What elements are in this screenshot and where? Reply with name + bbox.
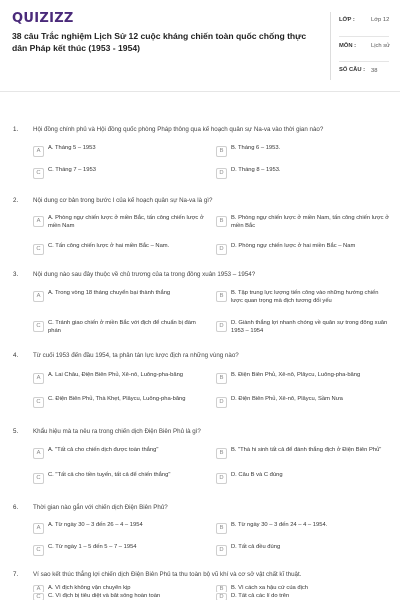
option-c[interactable] bbox=[33, 319, 209, 338]
option-c[interactable] bbox=[33, 395, 209, 414]
option-text: D. Điện Biên Phủ, Xê-nô, Plâycu, Sầm Nưa bbox=[231, 396, 343, 402]
option-text: A. Lai Châu, Điện Biên Phủ, Xê-nô, Luông-pha-băng bbox=[48, 372, 184, 378]
option-b[interactable] bbox=[216, 446, 392, 465]
meta-divider bbox=[339, 36, 389, 37]
option-text: B. Vì cách xa hậu cứ của địch bbox=[231, 585, 309, 591]
option-d[interactable] bbox=[216, 319, 392, 338]
question-number: 1. bbox=[13, 126, 19, 133]
option-letter: D bbox=[216, 397, 227, 408]
question-number: 4. bbox=[13, 352, 19, 359]
question-text: Nội dung nào sau đây thuộc về chủ trương của ta trong đông xuân 1953 – 1954? bbox=[33, 271, 256, 278]
option-letter: D bbox=[216, 473, 227, 484]
option-text: D. Giành thắng lợi nhanh chóng về quân sự trong đông xuân 1953 – 1954 bbox=[231, 320, 388, 334]
socau-label: SỐ CÂU : bbox=[339, 67, 366, 73]
option-text: A. Từ ngày 30 – 3 đến 26 – 4 – 1954 bbox=[48, 522, 143, 528]
option-d[interactable] bbox=[216, 242, 392, 261]
socau-value: 38 bbox=[371, 68, 378, 74]
option-text: B. Từ ngày 30 – 3 đến 24 – 4 – 1954. bbox=[231, 522, 328, 528]
option-d[interactable] bbox=[216, 471, 392, 490]
option-letter: C bbox=[33, 473, 44, 484]
quizizz-logo: QUIZIZZ bbox=[12, 11, 74, 26]
option-letter: B bbox=[216, 373, 227, 384]
question-text: Khẩu hiệu mà ta nêu ra trong chiến dịch Điện Biên Phủ là gì? bbox=[33, 428, 201, 435]
option-text: B. "Thà hi sinh tất cả để đánh thắng địch ở Điện Biên Phủ" bbox=[231, 447, 382, 453]
option-c[interactable] bbox=[33, 166, 209, 185]
option-c[interactable] bbox=[33, 242, 209, 261]
option-letter: B bbox=[216, 448, 227, 459]
option-letter: A bbox=[33, 585, 44, 592]
option-letter: A bbox=[33, 146, 44, 157]
meta-divider bbox=[339, 61, 389, 62]
option-letter: D bbox=[216, 244, 227, 255]
question-number: 5. bbox=[13, 428, 19, 435]
header-separator bbox=[0, 91, 400, 92]
lop-label: LỚP : bbox=[339, 17, 355, 23]
option-text: C. Vì địch bị tiêu diệt và bắt sống hoàn toàn bbox=[48, 593, 161, 599]
option-c[interactable] bbox=[33, 471, 209, 490]
option-c[interactable] bbox=[33, 543, 209, 562]
option-text: A. Vì địch không vận chuyển kịp bbox=[48, 585, 131, 591]
option-d[interactable] bbox=[216, 166, 392, 185]
option-letter: D bbox=[216, 321, 227, 332]
option-text: C. Tránh giao chiến ở miền Bắc với địch để chuẩn bị đàm phán bbox=[48, 320, 196, 334]
option-a[interactable] bbox=[33, 289, 209, 308]
worksheet-title: 38 câu Trắc nghiệm Lịch Sử 12 cuộc kháng chiến toàn quốc chống thực dân Pháp kết thúc (1953 - 1954) bbox=[12, 31, 307, 53]
option-text: A. Phòng ngự chiến lược ở miền Bắc, tấn công chiến lược ở miền Nam bbox=[48, 215, 204, 229]
option-c[interactable] bbox=[33, 593, 209, 600]
option-text: B. Phòng ngự chiến lược ở miền Nam, tấn công chiến lược ở miền Bắc bbox=[231, 215, 389, 229]
question-number: 3. bbox=[13, 271, 19, 278]
option-b[interactable] bbox=[216, 214, 392, 233]
option-letter: C bbox=[33, 545, 44, 556]
option-text: C. Tháng 7 – 1953 bbox=[48, 167, 96, 173]
option-letter: D bbox=[216, 593, 227, 600]
option-text: C. Tấn công chiến lược ở hai miền Bắc – Nam. bbox=[48, 243, 170, 249]
option-text: C. Điện Biên Phủ, Thà Khẹt, Plâycu, Luông-pha-băng bbox=[48, 396, 186, 402]
option-text: A. Tháng 5 – 1953 bbox=[48, 145, 96, 151]
option-text: D. Tất cả đều đúng bbox=[231, 544, 281, 550]
option-letter: D bbox=[216, 545, 227, 556]
option-letter: A bbox=[33, 373, 44, 384]
option-letter: C bbox=[33, 244, 44, 255]
option-a[interactable] bbox=[33, 214, 209, 233]
mon-label: MÔN : bbox=[339, 43, 357, 49]
option-text: D. Phòng ngự chiến lược ở hai miền Bắc – Nam bbox=[231, 243, 356, 249]
question-text: Từ cuối 1953 đến đầu 1954, ta phân tán lực lược địch ra những vùng nào? bbox=[33, 352, 239, 359]
question-text: Hội đồng chính phủ và Hội đồng quốc phòng Pháp thông qua kế hoạch quân sự Na-va vào thời gian nào? bbox=[33, 126, 324, 133]
option-d[interactable] bbox=[216, 543, 392, 562]
option-letter: C bbox=[33, 397, 44, 408]
option-letter: A bbox=[33, 523, 44, 534]
worksheet-header bbox=[0, 0, 400, 90]
question-text: Ví sao kết thúc thắng lợi chiến dịch Điện Biên Phủ ta thu toàn bộ vũ khí và cơ sở vật chất kĩ thuật. bbox=[33, 571, 302, 578]
option-letter: B bbox=[216, 585, 227, 592]
option-text: B. Điện Biên Phủ, Xê-nô, Plâycu, Luông-pha-băng bbox=[231, 372, 361, 378]
question-text: Nội dung cơ bản trong bước I của kế hoạch quân sự Na-va là gì? bbox=[33, 197, 213, 204]
lop-value: Lớp 12 bbox=[371, 17, 390, 23]
option-text: B. Tập trung lực lượng tiến công vào những hướng chiến lược quan trọng mà địch tương đối yếu bbox=[231, 290, 379, 304]
option-letter: D bbox=[216, 168, 227, 179]
question-text: Thời gian nào gắn với chiến dịch Điện Biên Phủ? bbox=[33, 504, 168, 511]
option-text: C. Từ ngày 1 – 5 đến 5 – 7 – 1954 bbox=[48, 544, 137, 550]
option-text: D. Câu B và C đúng bbox=[231, 472, 283, 478]
option-a[interactable] bbox=[33, 446, 209, 465]
header-divider bbox=[330, 12, 331, 80]
option-a[interactable] bbox=[33, 585, 209, 592]
option-text: D. Tháng 8 – 1953. bbox=[231, 167, 281, 173]
option-b[interactable] bbox=[216, 144, 392, 163]
option-a[interactable] bbox=[33, 144, 209, 163]
question-number: 2. bbox=[13, 197, 19, 204]
option-letter: B bbox=[216, 523, 227, 534]
option-a[interactable] bbox=[33, 371, 209, 390]
option-a[interactable] bbox=[33, 521, 209, 540]
option-d[interactable] bbox=[216, 593, 392, 600]
option-b[interactable] bbox=[216, 289, 392, 308]
option-text: D. Tất cả các lí do trên bbox=[231, 593, 290, 599]
option-letter: A bbox=[33, 291, 44, 302]
option-text: A. Trong vòng 18 tháng chuyển bại thành thắng bbox=[48, 290, 171, 296]
option-text: B. Tháng 6 – 1953. bbox=[231, 145, 281, 151]
option-letter: A bbox=[33, 216, 44, 227]
option-b[interactable] bbox=[216, 521, 392, 540]
option-b[interactable] bbox=[216, 371, 392, 390]
option-letter: B bbox=[216, 146, 227, 157]
option-letter: C bbox=[33, 593, 44, 600]
option-text: A. "Tất cả cho chiến dịch được toàn thắng" bbox=[48, 447, 159, 453]
option-letter: B bbox=[216, 291, 227, 302]
option-letter: B bbox=[216, 216, 227, 227]
option-text: C. "Tất cả cho tiền tuyến, tất cả để chiến thắng" bbox=[48, 472, 171, 478]
option-letter: C bbox=[33, 168, 44, 179]
option-b[interactable] bbox=[216, 585, 392, 592]
option-letter: A bbox=[33, 448, 44, 459]
question-number: 6. bbox=[13, 504, 19, 511]
option-letter: C bbox=[33, 321, 44, 332]
option-d[interactable] bbox=[216, 395, 392, 414]
mon-value: Lịch sử bbox=[371, 43, 391, 49]
question-number: 7. bbox=[13, 571, 19, 578]
